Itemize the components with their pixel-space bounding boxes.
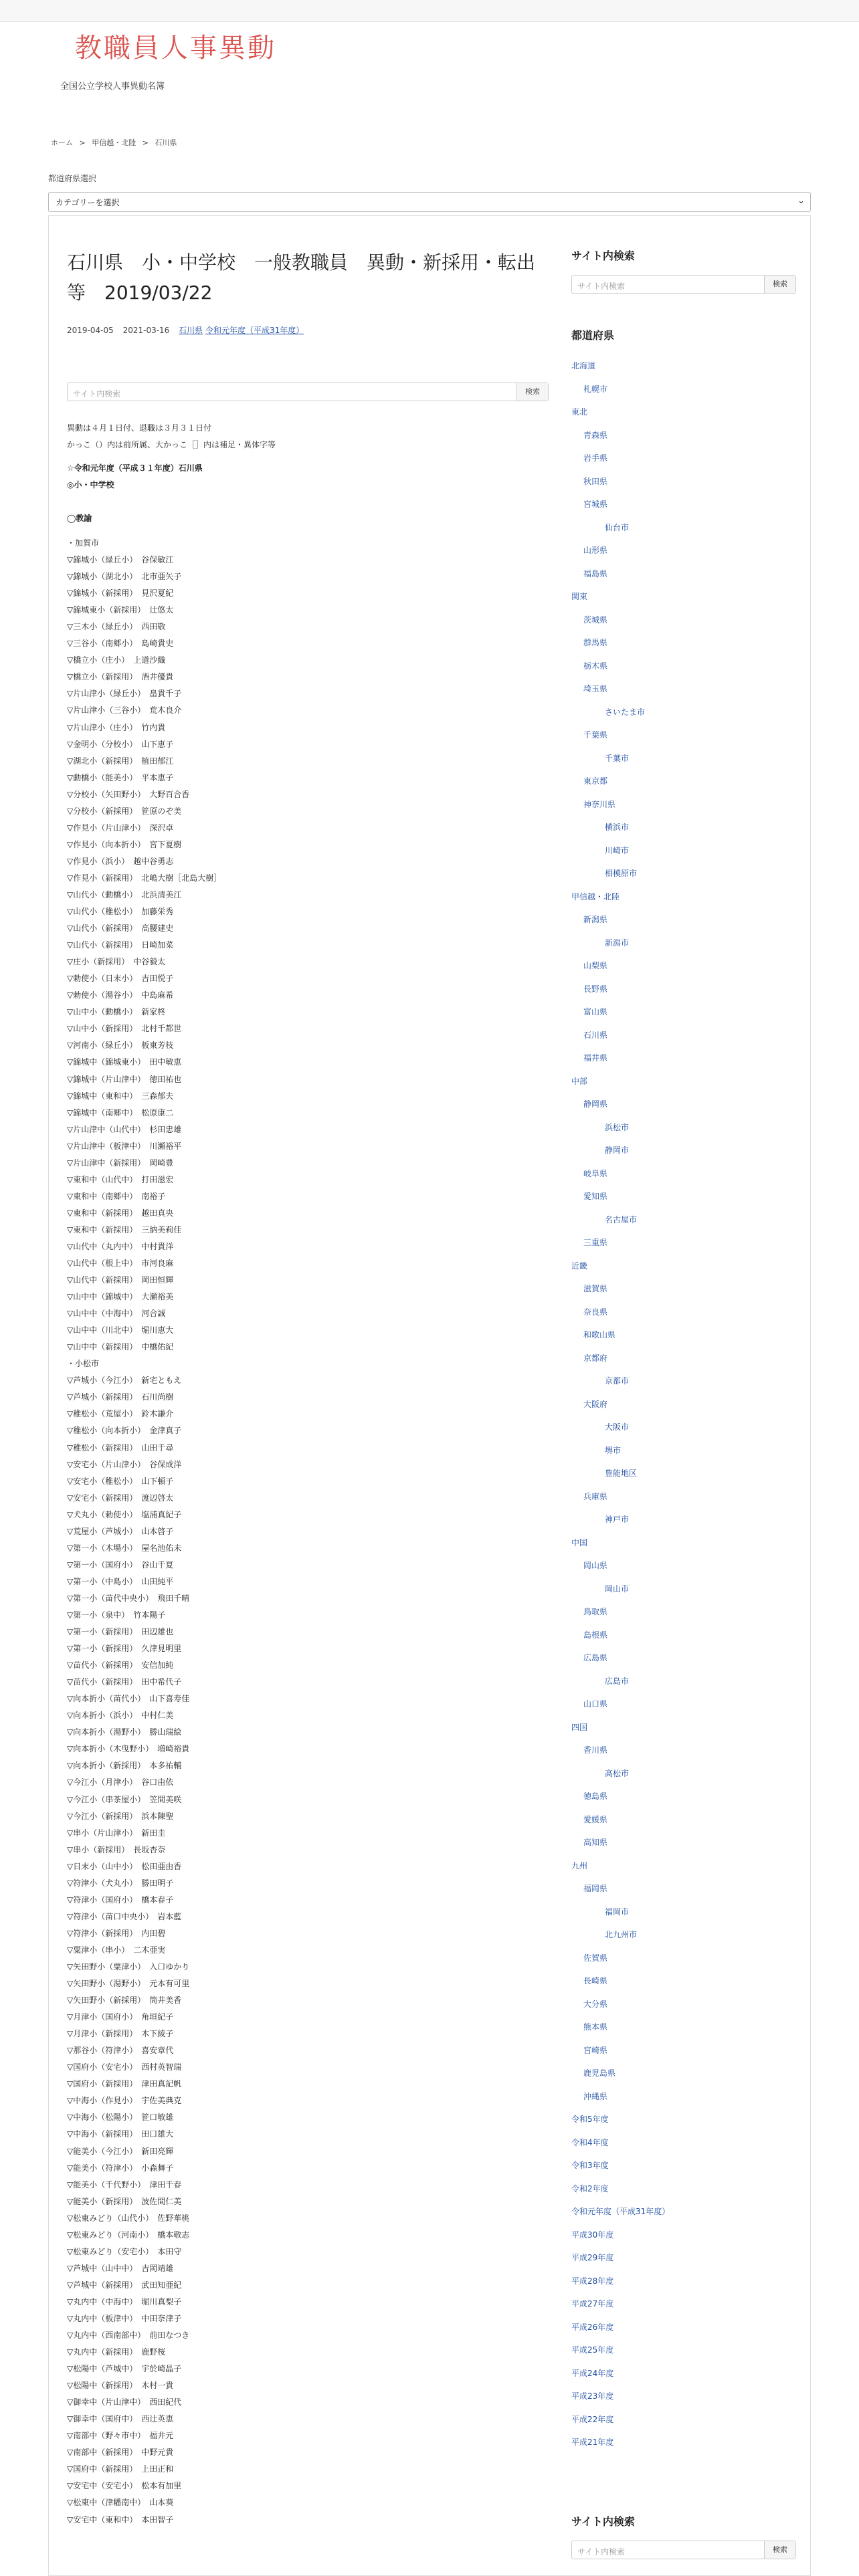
category-link[interactable]: 大阪市: [605, 1422, 630, 1432]
category-link[interactable]: 仙台市: [605, 522, 630, 532]
category-link[interactable]: 札幌市: [583, 384, 608, 394]
list-item: ▽松東みどり（安宅小） 本田守: [67, 2246, 182, 2256]
list-item: ▽錦城中（片山津中） 徳田祐也: [67, 1074, 182, 1084]
category-link[interactable]: 岡山市: [605, 1584, 630, 1594]
list-item: ▽向本折小（苗代小） 山下喜寿佳: [67, 1694, 190, 1704]
list-item: ▽向本折小（浜小） 中村仁美: [67, 1711, 174, 1721]
list-item: ▽片山津中（山代中） 杉田忠雄: [67, 1124, 182, 1134]
category-link[interactable]: 福岡県: [583, 1884, 608, 1893]
pref-select-value: カテゴリーを選択: [56, 198, 120, 207]
category-link[interactable]: 広島県: [583, 1653, 608, 1662]
category-link[interactable]: 長野県: [583, 984, 608, 994]
sidebar-search-button[interactable]: 検索: [764, 276, 795, 293]
list-item: ▽芦城小（今江小） 新宅ともえ: [67, 1376, 182, 1386]
list-item: ▽片山津小（庄小） 竹内貴: [67, 722, 166, 732]
list-item: ▽作見小（向本折小） 宮下夏樹: [67, 839, 182, 849]
list-item: ▽月津小（新採用） 木下綾子: [67, 2029, 174, 2039]
category-link[interactable]: 愛媛県: [583, 1814, 608, 1824]
category-link[interactable]: 甲信越・北陸: [571, 891, 620, 901]
list-item: ▽作見小（新採用） 北嶋大樹［北島大樹］: [67, 873, 222, 883]
category-link[interactable]: 三重県: [583, 1238, 608, 1247]
category-link[interactable]: 近畿: [571, 1261, 588, 1271]
list-item: ▽丸内中（新採用） 鹿野桜: [67, 2347, 166, 2357]
category-link[interactable]: 高松市: [605, 1768, 630, 1778]
list-item: ▽能美小（符津小） 小森舞子: [67, 2163, 174, 2173]
category-link[interactable]: 中国: [571, 1537, 588, 1547]
list-item: ▽能美小（新採用） 波佐間仁美: [67, 2196, 182, 2206]
list-item: ▽向本折小（木曳野小） 増崎裕貴: [67, 1744, 190, 1754]
list-item: ▽勅使小（日末小） 吉田悦子: [67, 974, 174, 984]
category-link[interactable]: 群馬県: [583, 638, 608, 647]
list-item: ▽能美小（今江小） 新田亮輝: [67, 2146, 174, 2156]
search-input[interactable]: サイト内検索: [73, 389, 121, 399]
list-item: ▽金明小（分校小） 山下恵子: [67, 739, 174, 749]
breadcrumb-home[interactable]: ホーム: [51, 138, 73, 147]
personnel-list: [67, 535, 549, 2529]
breadcrumb: [51, 137, 181, 148]
site-logo[interactable]: 教職員人事異動: [75, 33, 276, 64]
list-item: ▽月津小（国府小） 角垣紀子: [67, 2012, 174, 2022]
category-link[interactable]: 新潟市: [605, 938, 630, 948]
list-item: ▽山中小（新採用） 北村千都世: [67, 1024, 182, 1034]
category-link[interactable]: 栃木県: [583, 661, 608, 671]
list-item: ▽庄小（新採用） 中谷毅太: [67, 957, 166, 967]
category-link[interactable]: 沖縄県: [583, 2091, 608, 2101]
category-link[interactable]: 滋賀県: [583, 1284, 608, 1293]
sidebar: [571, 247, 799, 2454]
search-button[interactable]: 検索: [516, 383, 548, 401]
list-item: ▽三木小（緑丘小） 西田敬: [67, 622, 166, 632]
list-item: ▽錦城小（湖北小） 北市亜矢子: [67, 572, 182, 582]
bottom-search-widget: [571, 2513, 799, 2559]
category-link[interactable]: 令和元年度（平成31年度）: [571, 2207, 670, 2216]
list-item: ▽分校小（新採用） 笹原のぞ美: [67, 806, 182, 816]
category-link[interactable]: 千葉県: [583, 730, 608, 740]
note-line: かっこ（）内は前所属、大かっこ［］内は補足・異体字等: [67, 440, 276, 449]
list-item: ▽安宅小（片山津小） 谷保成洋: [67, 1459, 182, 1469]
section-heading: ◎小・中学校: [67, 480, 114, 490]
category-link[interactable]: 令和3年度: [571, 2161, 609, 2170]
list-item: ▽勅使小（湯谷小） 中島麻希: [67, 990, 174, 1000]
list-item: ▽作見小（片山津小） 深沢卓: [67, 823, 174, 833]
list-item: ▽錦城中（南郷中） 松原康二: [67, 1107, 174, 1117]
list-item: ▽山代中（丸内中） 中村貴洋: [67, 1241, 174, 1251]
list-item: ▽中海小（作見小） 宇佐美典克: [67, 2096, 182, 2106]
category-link[interactable]: 福岡市: [605, 1907, 630, 1917]
list-item: ▽作見小（浜小） 越中谷勇志: [67, 856, 174, 866]
category-link[interactable]: 高知県: [583, 1838, 608, 1847]
bottom-search-input[interactable]: サイト内検索: [577, 2547, 626, 2557]
category-link[interactable]: 岩手県: [583, 453, 608, 463]
list-item: ▽山代小（稚松小） 加藤栄秀: [67, 907, 174, 917]
sidebar-search-input[interactable]: サイト内検索: [577, 282, 626, 291]
list-item: ▽東和中（新採用） 三納美莉佳: [67, 1224, 182, 1235]
category-link[interactable]: 北海道: [571, 361, 596, 370]
category-link[interactable]: 岐阜県: [583, 1168, 608, 1178]
list-item: ▽犬丸小（勅使小） 塩浦真紀子: [67, 1509, 182, 1519]
list-item: ▽第一小（泉中） 竹本陽子: [67, 1610, 166, 1620]
category-link[interactable]: 富山県: [583, 1007, 608, 1016]
category-link[interactable]: 九州: [571, 1860, 588, 1870]
list-item: ▽安宅小（新採用） 渡辺啓太: [67, 1493, 174, 1503]
list-item: ▽山中中（中海中） 河合誠: [67, 1309, 166, 1319]
category-link[interactable]: 和歌山県: [583, 1330, 616, 1339]
category-link[interactable]: 堺市: [605, 1445, 622, 1455]
category-link[interactable]: 宮崎県: [583, 2045, 608, 2055]
category-link[interactable]: 福井県: [583, 1053, 608, 1063]
list-item: ▽第一小（国府小） 谷山千夏: [67, 1560, 174, 1570]
list-item: ▽符津小（苗口中央小） 岩本藍: [67, 1911, 182, 1921]
list-item: ▽稚松小（新採用） 山田千尋: [67, 1442, 174, 1453]
article: [67, 247, 549, 2529]
list-item: ▽錦城中（東和中） 三森郁夫: [67, 1091, 174, 1101]
list-item: ▽串小（片山津小） 新田圭: [67, 1828, 166, 1838]
category-link[interactable]: 山梨県: [583, 961, 608, 970]
list-item: ▽苗代小（新採用） 田中希代子: [67, 1677, 182, 1687]
category-link[interactable]: 秋田県: [583, 476, 608, 486]
list-item: ▽錦城小（新採用） 見沢夏紀: [67, 588, 174, 599]
list-item: ▽国府小（新採用） 津田真記帆: [67, 2079, 182, 2089]
category-link[interactable]: 岡山県: [583, 1561, 608, 1570]
list-item: ▽山代中（新採用） 岡田恒輝: [67, 1275, 174, 1285]
list-item: ▽東和中（新採用） 越田真央: [67, 1208, 174, 1218]
bottom-search-title: サイト内検索: [571, 2515, 635, 2528]
list-item: ▽符津小（犬丸小） 勝田明子: [67, 1878, 174, 1888]
category-link[interactable]: 静岡市: [605, 1146, 630, 1155]
category-link[interactable]: 平成21年度: [571, 2438, 614, 2447]
list-item: ▽稚松小（向本折小） 金津真子: [67, 1426, 182, 1436]
category-link[interactable]: 浜松市: [605, 1122, 630, 1132]
section-heading: ☆令和元年度（平成３１年度）石川県: [67, 463, 203, 473]
notes: [67, 420, 549, 453]
pref-select-label: 都道府県選択: [48, 174, 97, 183]
category-link[interactable]: 埼玉県: [583, 684, 608, 693]
category-link-year[interactable]: 令和元年度（平成31年度）: [205, 326, 304, 335]
list-item: ▽橋立小（庄小） 上道沙織: [67, 655, 166, 665]
list-item: ▽分校小（矢田野小） 大野百合香: [67, 789, 190, 799]
sidebar-search-title: サイト内検索: [571, 249, 635, 262]
list-item: ▽第一小（新採用） 田辺雄也: [67, 1627, 174, 1637]
list-item: ▽荒屋小（芦城小） 山本啓子: [67, 1526, 174, 1536]
category-link[interactable]: 相模原市: [605, 869, 638, 878]
list-item: ▽矢田野小（粟津小） 入口ゆかり: [67, 1961, 190, 1971]
category-link[interactable]: 東北: [571, 407, 588, 417]
list-item: ▽苗代小（新採用） 安信加純: [67, 1660, 174, 1671]
list-item: ▽松東みどり（河南小） 橋本敬志: [67, 2230, 190, 2240]
list-item: ▽片山津小（緑丘小） 畠貴千子: [67, 689, 182, 699]
category-link[interactable]: 徳島県: [583, 1792, 608, 1801]
list-item: ▽安宅中（安宅小） 松本有加里: [67, 2481, 182, 2491]
list-item: ▽向本折小（湯野小） 勝山瑞絵: [67, 1727, 182, 1737]
pref-select[interactable]: [48, 192, 811, 212]
category-link[interactable]: さいたま市: [605, 707, 646, 717]
category-link[interactable]: 令和2年度: [571, 2183, 609, 2193]
list-item: ▽矢田野小（新採用） 筒井美香: [67, 1996, 182, 2006]
category-link[interactable]: 四国: [571, 1722, 588, 1732]
list-item: ▽河南小（緑丘小） 板東芳枝: [67, 1041, 174, 1051]
list-item: ▽東和中（山代中） 打田滋宏: [67, 1174, 174, 1184]
category-title: 都道府県: [571, 329, 615, 342]
category-link[interactable]: 川崎市: [605, 845, 630, 855]
category-link[interactable]: 茨城県: [583, 615, 608, 625]
category-link[interactable]: 鳥取県: [583, 1607, 608, 1616]
category-link[interactable]: 山口県: [583, 1699, 608, 1709]
list-item: ▽山中中（川北中） 堀川恵大: [67, 1325, 174, 1335]
category-list: [571, 354, 799, 2454]
sidebar-search[interactable]: [571, 275, 796, 294]
category-link[interactable]: 山形県: [583, 546, 608, 555]
category-link[interactable]: 中部: [571, 1076, 588, 1086]
category-link[interactable]: 平成22年度: [571, 2414, 614, 2424]
list-item: ▽片山津小（三谷小） 荒木良介: [67, 706, 182, 716]
page-title: 石川県 小・中学校 一般教職員 異動・新採用・転出等 2019/03/22: [67, 251, 536, 304]
category-link[interactable]: 静岡県: [583, 1099, 608, 1109]
list-item: ▽錦城東小（新採用） 辻悠太: [67, 605, 174, 615]
category-link-pref[interactable]: 石川県: [179, 326, 203, 335]
category-link[interactable]: 平成29年度: [571, 2253, 614, 2262]
section-heading: ◯教諭: [67, 514, 92, 523]
category-link[interactable]: 京都府: [583, 1353, 608, 1363]
chevron-down-icon: ⌄: [797, 196, 805, 206]
list-item: ▽向本折小（新採用） 本多祐輔: [67, 1761, 182, 1771]
top-bar: [0, 0, 859, 22]
category-link[interactable]: 名古屋市: [605, 1214, 638, 1224]
category-link[interactable]: 愛知県: [583, 1192, 608, 1201]
list-item: ▽今江小（月津小） 谷口由依: [67, 1778, 174, 1788]
note-line: 異動は４月１日付、退職は３月３１日付: [67, 423, 212, 433]
breadcrumb-sep: >: [142, 138, 149, 147]
breadcrumb-pref[interactable]: 石川県: [155, 138, 177, 147]
list-item: ▽橋立小（新採用） 酒井優貴: [67, 672, 174, 682]
list-item: ▽能美小（千代野小） 津田千春: [67, 2179, 182, 2189]
category-link[interactable]: 青森県: [583, 430, 608, 440]
category-link[interactable]: 奈良県: [583, 1307, 608, 1317]
posted-date: 2019-04-05: [67, 326, 114, 335]
list-item: ▽御幸中（国府中） 西辻英恵: [67, 2414, 174, 2424]
city-heading: ・加賀市: [67, 538, 100, 548]
list-item: ▽動橋小（能美小） 平本恵子: [67, 772, 174, 782]
list-item: ▽今江小（串茶屋小） 笠間美咲: [67, 1794, 182, 1804]
category-link[interactable]: 千葉市: [605, 753, 630, 763]
category-link[interactable]: 平成28年度: [571, 2276, 614, 2286]
list-item: ▽南部中（野々市中） 福井元: [67, 2431, 174, 2441]
list-item: ▽松東みどり（山代小） 佐野華桃: [67, 2213, 190, 2223]
list-item: ▽稚松小（荒屋小） 鈴木謙介: [67, 1409, 174, 1419]
list-item: ▽芦城小（新採用） 石川尚樹: [67, 1392, 174, 1402]
list-item: ▽中海小（松陽小） 笹口敏雄: [67, 2113, 174, 2123]
category-link[interactable]: 京都市: [605, 1376, 630, 1386]
list-item: ▽符津小（新採用） 内田碧: [67, 1928, 166, 1938]
category-link[interactable]: 平成30年度: [571, 2230, 614, 2240]
category-link[interactable]: 神奈川県: [583, 799, 616, 809]
category-link[interactable]: 石川県: [583, 1030, 608, 1040]
category-link[interactable]: 平成23年度: [571, 2391, 614, 2401]
category-link[interactable]: 平成26年度: [571, 2322, 614, 2332]
category-link[interactable]: 平成25年度: [571, 2345, 614, 2355]
category-link[interactable]: 令和5年度: [571, 2115, 609, 2124]
article-search[interactable]: [67, 383, 549, 401]
list-item: ▽片山津中（新採用） 岡崎豊: [67, 1158, 174, 1168]
list-item: ▽山中小（動橋小） 新家柊: [67, 1007, 166, 1017]
list-item: ▽山代小（動橋小） 北浜清美江: [67, 889, 182, 899]
list-item: ▽芦城中（新採用） 武田知亜紀: [67, 2280, 182, 2290]
post-meta: [67, 324, 549, 336]
list-item: ▽日末小（山中小） 松田亜由香: [67, 1861, 182, 1871]
list-item: ▽錦城小（緑丘小） 谷保敏江: [67, 555, 174, 565]
list-item: ▽丸内中（中海中） 堀川真梨子: [67, 2296, 182, 2306]
list-item: ▽安宅中（東和中） 本田智子: [67, 2514, 174, 2525]
category-link[interactable]: 横浜市: [605, 823, 630, 832]
category-link[interactable]: 豊能地区: [605, 1469, 638, 1478]
list-item: ▽第一小（中島小） 山田純平: [67, 1576, 174, 1586]
list-item: ▽松陽中（新採用） 木村一貴: [67, 2381, 174, 2391]
breadcrumb-region[interactable]: 甲信越・北陸: [92, 138, 136, 147]
category-link[interactable]: 関東: [571, 592, 588, 601]
category-widget: [571, 327, 799, 2454]
category-link[interactable]: 福島県: [583, 568, 608, 578]
list-item: ▽松東中（津幡南中） 山本葵: [67, 2498, 174, 2508]
category-link[interactable]: 大阪府: [583, 1399, 608, 1409]
list-item: ▽那谷小（符津小） 喜安章代: [67, 2046, 174, 2056]
category-link[interactable]: 北九州市: [605, 1930, 638, 1939]
spacer: [67, 494, 549, 510]
list-item: ▽第一小（新採用） 久津見明里: [67, 1644, 182, 1654]
list-item: ▽符津小（国府小） 橋本春子: [67, 1895, 174, 1905]
list-item: ▽丸内中（板津中） 中田奈津子: [67, 2313, 182, 2323]
list-item: ▽三谷小（南郷小） 島崎貴史: [67, 639, 174, 649]
category-link[interactable]: 広島市: [605, 1676, 630, 1686]
site-tagline: 全国公立学校人事異動名簿: [60, 82, 165, 92]
list-item: ▽矢田野小（湯野小） 元本有可里: [67, 1979, 190, 1989]
category-link[interactable]: 長崎県: [583, 1976, 608, 1985]
category-link[interactable]: 鹿児島県: [583, 2068, 616, 2078]
list-item: ▽松陽中（芦城中） 宇於崎晶子: [67, 2364, 182, 2374]
list-item: ▽錦城中（錦城東小） 田中敏恵: [67, 1057, 182, 1067]
list-item: ▽国府小（安宅小） 西村英智瑞: [67, 2062, 182, 2072]
bottom-search[interactable]: [571, 2541, 796, 2559]
category-link[interactable]: 神戸市: [605, 1515, 630, 1524]
list-item: ▽山代小（新採用） 日崎加菜: [67, 940, 174, 950]
category-link[interactable]: 島根県: [583, 1630, 608, 1640]
list-item: ▽第一小（苗代中央小） 飛田千晴: [67, 1593, 190, 1603]
list-item: ▽粟津小（串小） 二木亜実: [67, 1945, 166, 1955]
city-heading: ・小松市: [67, 1359, 100, 1369]
category-link[interactable]: 兵庫県: [583, 1491, 608, 1501]
bottom-search-button[interactable]: 検索: [764, 2541, 795, 2559]
list-item: ▽芦城中（山中中） 吉岡靖雄: [67, 2263, 174, 2273]
category-link[interactable]: 大分県: [583, 1999, 608, 2009]
list-item: ▽山中中（錦城中） 大瀬裕美: [67, 1292, 174, 1302]
category-link[interactable]: 平成24年度: [571, 2368, 614, 2378]
category-link[interactable]: 新潟県: [583, 915, 608, 924]
list-item: ▽丸内中（西南部中） 前田なつき: [67, 2331, 190, 2341]
list-item: ▽東和中（南郷中） 南裕子: [67, 1191, 166, 1201]
list-item: ▽山中中（新採用） 中橋佑紀: [67, 1342, 174, 1352]
list-item: ▽湖北小（新採用） 植田郁江: [67, 756, 174, 766]
category-link[interactable]: 東京都: [583, 776, 608, 786]
list-item: ▽御幸中（片山津中） 西田紀代: [67, 2397, 182, 2407]
list-item: ▽国府中（新採用） 上田正和: [67, 2464, 174, 2474]
category-link[interactable]: 平成27年度: [571, 2299, 614, 2309]
list-item: ▽片山津中（板津中） 川瀬裕平: [67, 1141, 182, 1151]
category-link[interactable]: 香川県: [583, 1745, 608, 1755]
breadcrumb-sep: >: [79, 138, 86, 147]
list-item: ▽中海小（新採用） 田口雄大: [67, 2129, 174, 2139]
section-headings: [67, 460, 549, 527]
category-link[interactable]: 令和4年度: [571, 2137, 609, 2147]
list-item: ▽第一小（木場小） 屋名池佑未: [67, 1543, 182, 1553]
list-item: ▽山代中（根上中） 市河良麻: [67, 1259, 174, 1269]
updated-date: 2021-03-16: [122, 326, 170, 335]
list-item: ▽安宅小（稚松小） 山下頓子: [67, 1476, 174, 1486]
list-item: ▽南部中（新採用） 中野元貴: [67, 2448, 174, 2458]
category-link[interactable]: 宮城県: [583, 500, 608, 509]
list-item: ▽今江小（新採用） 浜本陳聖: [67, 1811, 174, 1821]
list-item: ▽串小（新採用） 長坂杏奈: [67, 1844, 166, 1854]
category-link[interactable]: 佐賀県: [583, 1953, 608, 1963]
list-item: ▽山代小（新採用） 高腰建史: [67, 924, 174, 934]
category-link[interactable]: 熊本県: [583, 2022, 608, 2032]
